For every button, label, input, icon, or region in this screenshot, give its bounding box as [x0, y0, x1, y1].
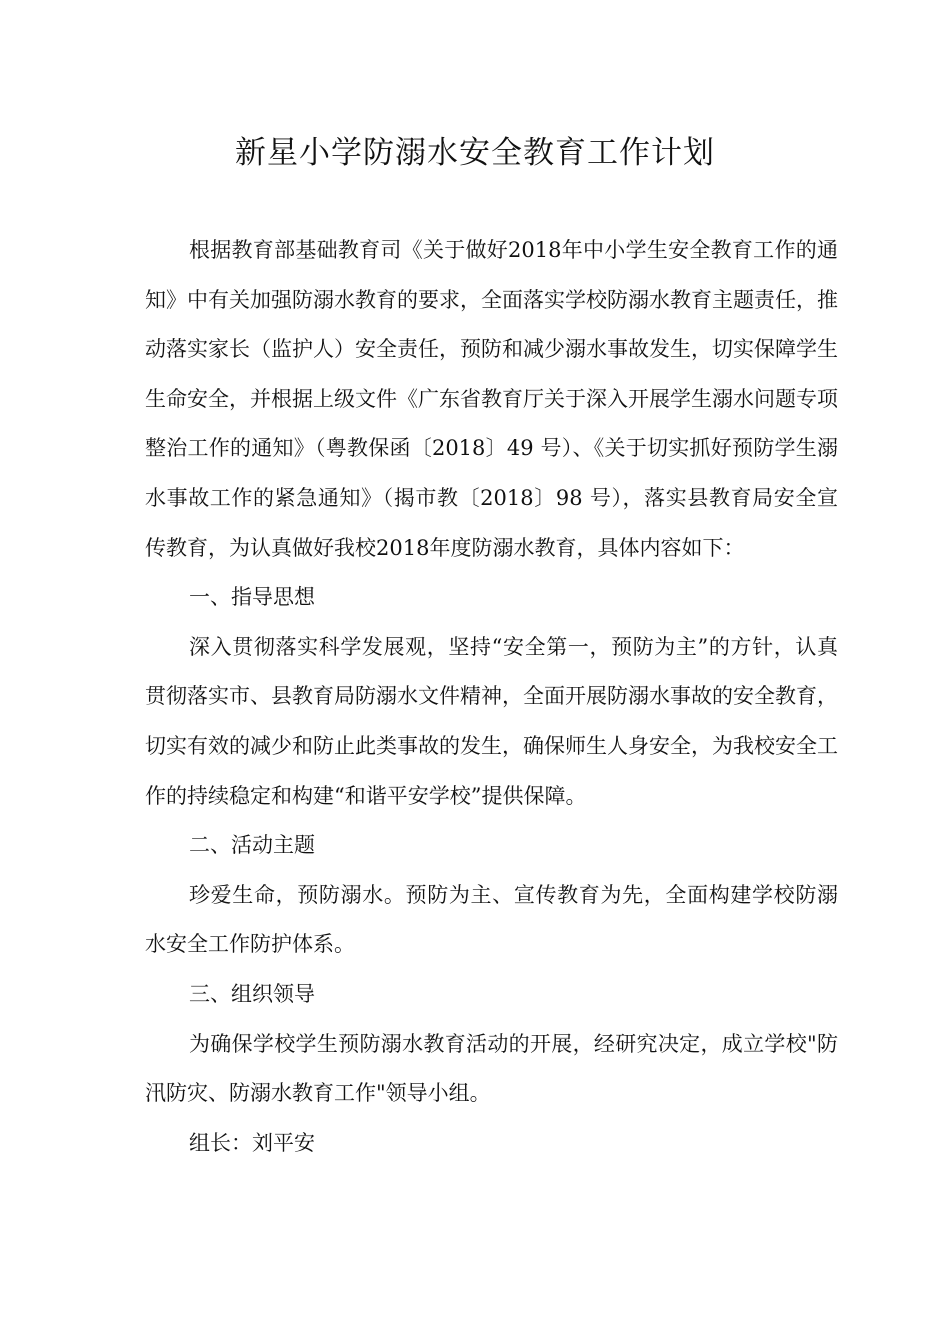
- activity-theme-paragraph: 珍爱生命，预防溺水。预防为主、宣传教育为先，全面构建学校防溺水安全工作防护体系。: [145, 882, 838, 957]
- document-body: [145, 226, 838, 1168]
- document-title: 新星小学防溺水安全教育工作计划: [235, 135, 715, 171]
- team-leader-line: 组长：刘平安: [189, 1130, 315, 1155]
- intro-paragraph: 根据教育部基础教育司《关于做好2018年中小学生安全教育工作的通知》中有关加强防溺水教育的要求，全面落实学校防溺水教育主题责任，推动落实家长（监护人）安全责任，预防和减少溺水事故发生，切实保障学生生命安全，并根据上级文件《广东省教育厅关于深入开展学生溺水问题专项整治工作的通知》（粤教保函〔2018〕49 号）、《关于切实抓好预防学生溺水事故工作的紧急通知》（揭市教〔2018〕98 号），落实县教育局安全宣传教育，为认真做好我校2018年度防溺水教育，具体内容如下：: [145, 238, 838, 560]
- organization-paragraph: 为确保学校学生预防溺水教育活动的开展，经研究决定，成立学校"防汛防灾、防溺水教育工作"领导小组。: [145, 1031, 838, 1106]
- section-heading-guiding-ideology: 一、指导思想: [189, 585, 315, 610]
- guiding-ideology-paragraph: 深入贯彻落实科学发展观，坚持“安全第一，预防为主”的方针，认真贯彻落实市、县教育局防溺水文件精神，全面开展防溺水事故的安全教育，切实有效的减少和防止此类事故的发生，确保师生人身安全，为我校安全工作的持续稳定和构建“和谐平安学校”提供保障。: [145, 634, 838, 808]
- section-heading-activity-theme: 二、活动主题: [189, 833, 315, 858]
- section-heading-organization: 三、组织领导: [189, 981, 315, 1006]
